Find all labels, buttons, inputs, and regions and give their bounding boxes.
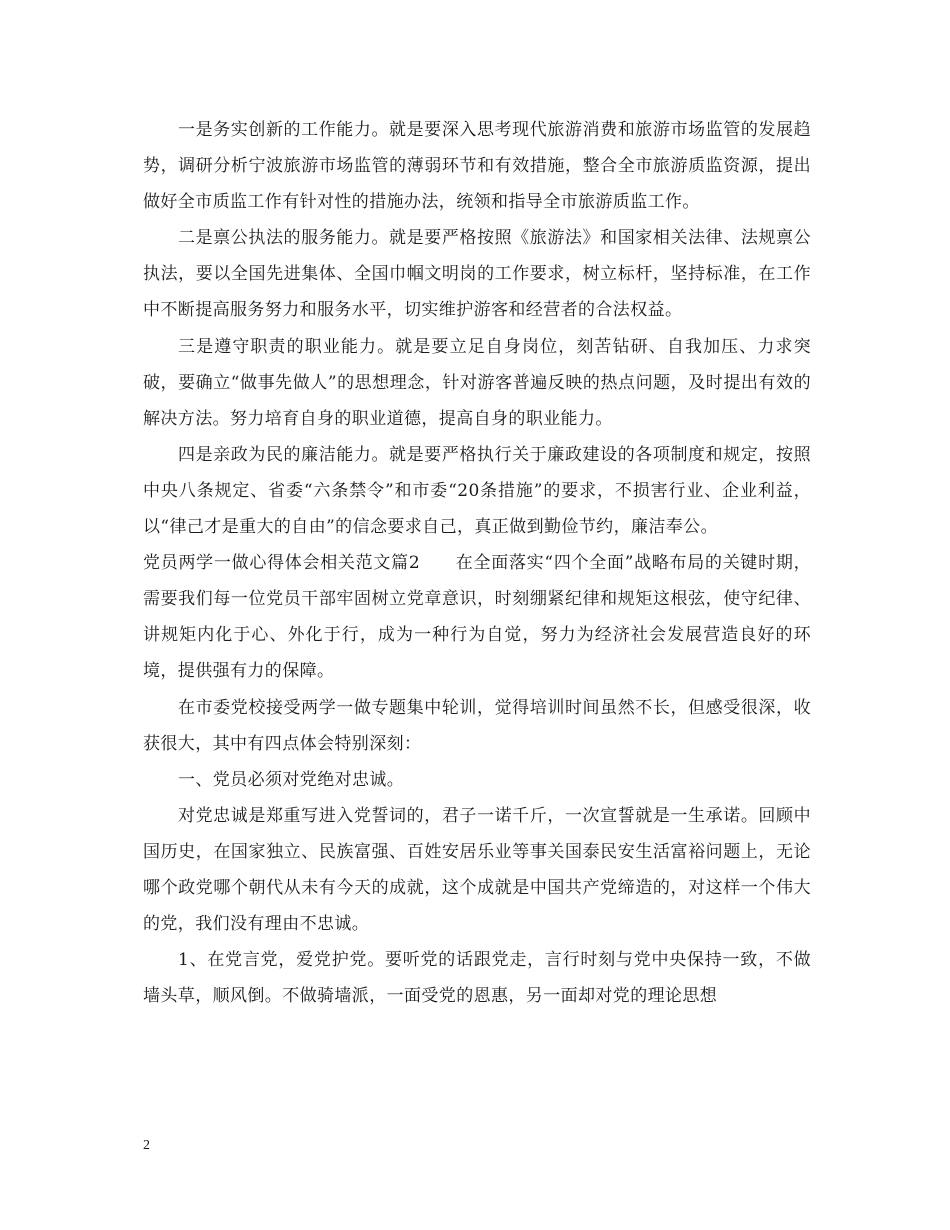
paragraph-with-heading: 党员两学一做心得体会相关范文篇2 在全面落实“四个全面”战略布局的关键时期，需要我们每一位党员干部牢固树立党章意识，时刻绷紧纪律和规矩这根弦，使守纪律、讲规矩内化于心、外化于行，成为一种行为自觉，努力为经济社会发展营造良好的环境，提供强有力的保障。 [143,553,811,682]
paragraph: 三是遵守职责的职业能力。就是要立足自身岗位，刻苦钻研、自我加压、力求突破，要确立“做事先做人”的思想理念，针对游客普遍反映的热点问题，及时提出有效的解决方法。努力培育自身的职业道德，提高自身的职业能力。 [143,336,811,429]
paragraph: 四是亲政为民的廉洁能力。就是要严格执行关于廉政建设的各项制度和规定，按照中央八条规定、省委“六条禁令”和市委“20条措施”的要求，不损害行业、企业利益，以“律己才是重大的自由”的信念要求自己，真正做到勤俭节约，廉洁奉公。 [143,444,811,538]
paragraph: 一是务实创新的工作能力。就是要深入思考现代旅游消费和旅游市场监管的发展趋势，调研分析宁波旅游市场监管的薄弱环节和有效措施，整合全市旅游质监资源，提出做好全市质监工作有针对性的措施办法，统领和指导全市旅游质监工作。 [143,120,811,213]
section-heading: 一、党员必须对党绝对忠诚。 [178,769,405,790]
paragraph: 二是禀公执法的服务能力。就是要严格按照《旅游法》和国家相关法律、法规禀公执法，要以全国先进集体、全国巾帼文明岗的工作要求，树立标杆，坚持标准，在工作中不断提高服务努力和服务水平，切实维护游客和经营者的合法权益。 [143,228,811,321]
document-body [143,112,811,1014]
paragraph: 1、在党言党，爱党护党。要听党的话跟党走，言行时刻与党中央保持一致，不做墙头草，顺风倒。不做骑墙派，一面受党的恩惠，另一面却对党的理论思想 [143,950,811,1007]
paragraph: 在市委党校接受两学一做专题集中轮训，觉得培训时间虽然不长，但感受很深，收获很大，其中有四点体会特别深刻： [143,697,811,754]
page-number: 2 [143,1138,150,1153]
paragraph: 对党忠诚是郑重写进入党誓词的，君子一诺千斤，一次宣誓就是一生承诺。回顾中国历史，在国家独立、民族富强、百姓安居乐业等事关国泰民安生活富裕问题上，无论哪个政党哪个朝代从未有今天的成就，这个成就是中国共产党缔造的，对这样一个伟大的党，我们没有理由不忠诚。 [143,805,811,935]
